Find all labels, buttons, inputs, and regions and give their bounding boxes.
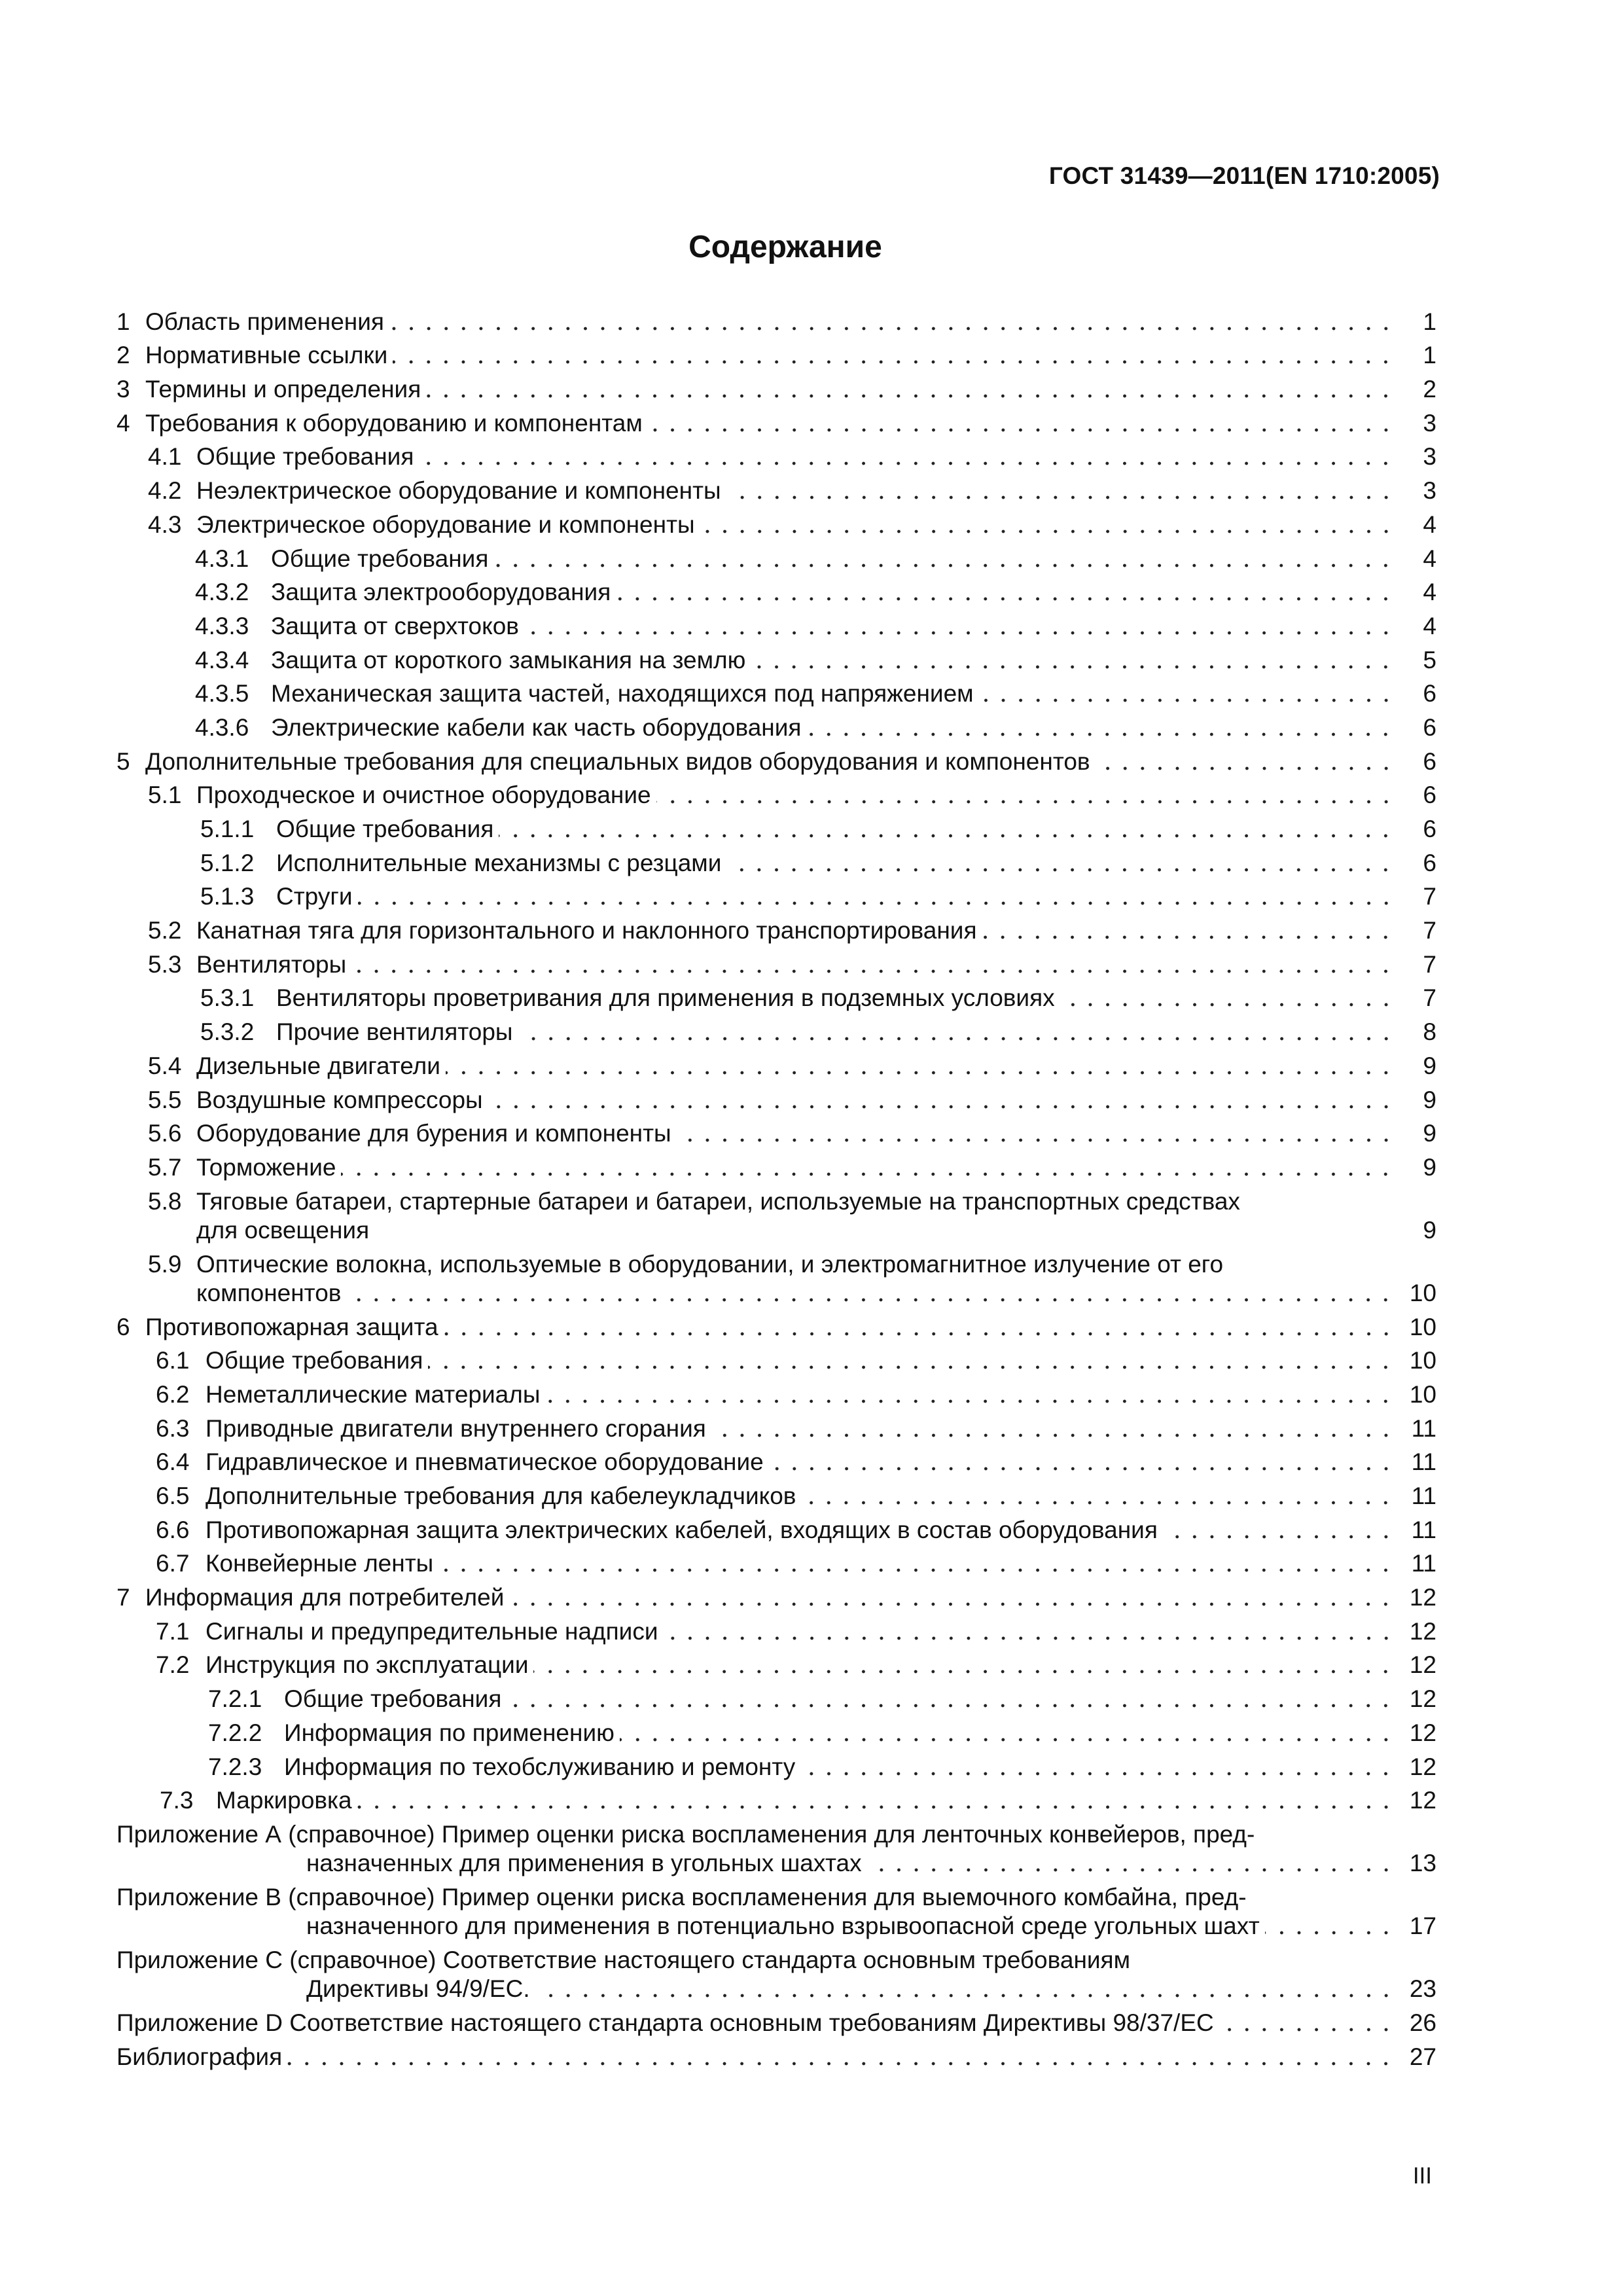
- toc-page: 27: [1409, 2043, 1436, 2070]
- toc-page: 7: [1423, 883, 1436, 910]
- toc-entry[interactable]: [116, 1443, 1436, 1477]
- toc-number: 2: [116, 342, 130, 369]
- toc-page: 4: [1423, 579, 1436, 606]
- toc-number: 6.1: [156, 1347, 190, 1374]
- toc-title: Приложение D Соответствие настоящего стандарта основным требованиям Директивы 98/37/ЕС: [116, 2009, 1214, 2036]
- toc-entry[interactable]: [116, 708, 1436, 742]
- toc-page: 3: [1423, 409, 1436, 437]
- leader-dots: [351, 969, 1395, 974]
- toc-entry[interactable]: [116, 404, 1436, 438]
- toc-page: 6: [1423, 781, 1436, 809]
- toc-page: 12: [1409, 1584, 1436, 1611]
- leader-dots: [533, 1669, 1395, 1674]
- toc-page: 9: [1423, 1052, 1436, 1079]
- toc-page: 7: [1423, 917, 1436, 944]
- toc-title: Защита электрооборудования: [271, 579, 611, 606]
- document-code: ГОСТ 31439—2011(EN 1710:2005): [1048, 162, 1440, 189]
- toc-page: 12: [1409, 1753, 1436, 1780]
- toc-page: 7: [1423, 950, 1436, 978]
- leader-dots: [518, 1036, 1395, 1041]
- leader-dots: [616, 596, 1395, 601]
- toc-entry[interactable]: [116, 505, 1436, 539]
- leader-dots: [444, 1331, 1395, 1336]
- toc-entry[interactable]: [116, 2003, 1436, 2037]
- toc-entry[interactable]: [116, 573, 1436, 607]
- toc-entry[interactable]: [116, 1646, 1436, 1680]
- toc-number: 7.1: [156, 1617, 190, 1645]
- toc-entry[interactable]: [116, 1815, 1436, 1878]
- toc-title: Электрическое оборудование и компоненты: [196, 511, 695, 538]
- toc-title: Общие требования: [196, 443, 414, 471]
- leader-dots: [438, 1568, 1395, 1573]
- toc-number: 4.3: [148, 511, 182, 538]
- toc-entry[interactable]: [116, 302, 1436, 336]
- toc-title: Исполнительные механизмы с резцами: [276, 849, 722, 876]
- toc-title: Воздушные компрессоры: [196, 1086, 483, 1113]
- toc-page: 10: [1409, 1313, 1436, 1340]
- toc-title: Противопожарная защита электрических кабелей, входящих в состав оборудования: [205, 1516, 1158, 1543]
- toc-title: Общие требования: [205, 1347, 423, 1374]
- toc-page: 4: [1423, 545, 1436, 572]
- toc-page: 6: [1423, 816, 1436, 842]
- toc-entry[interactable]: [116, 1148, 1436, 1182]
- toc-page: 12: [1409, 1787, 1436, 1814]
- toc-page: 12: [1409, 1617, 1436, 1645]
- toc-title: Библиография: [116, 2043, 283, 2070]
- toc-page: 10: [1409, 1380, 1436, 1408]
- toc-number: 6.6: [156, 1516, 190, 1543]
- leader-dots: [1096, 766, 1395, 771]
- toc-page: 11: [1411, 1448, 1436, 1476]
- toc-entry[interactable]: [116, 945, 1436, 979]
- toc-title: Требования к оборудованию и компонентам: [145, 409, 643, 437]
- toc-entry[interactable]: [116, 1679, 1436, 1713]
- toc-number: 5.7: [148, 1153, 182, 1181]
- toc-entry[interactable]: [116, 471, 1436, 505]
- toc-title: Приводные двигатели внутреннего сгорания: [205, 1414, 706, 1442]
- leader-dots: [648, 427, 1395, 433]
- toc-entry[interactable]: [116, 641, 1436, 675]
- toc-title: Канатная тяга для горизонтального и наклонного транспортирования: [196, 917, 977, 944]
- toc-title: Приложение В (справочное) Пример оценки риска воспламенения для выемочного комбайна, пред-: [116, 1884, 1247, 1911]
- toc-page: 7: [1423, 984, 1436, 1012]
- toc-number: 6.7: [156, 1550, 190, 1577]
- leader-dots: [287, 2061, 1395, 2066]
- toc-entry[interactable]: [116, 1578, 1436, 1612]
- leader-dots: [358, 901, 1395, 906]
- toc-entry[interactable]: [116, 844, 1436, 878]
- toc-number: 5.4: [148, 1052, 182, 1079]
- toc-title: Инструкция по эксплуатации: [205, 1651, 529, 1679]
- toc-page: 3: [1423, 443, 1436, 471]
- toc-number: 5.8: [148, 1187, 182, 1215]
- leader-dots: [700, 529, 1395, 534]
- toc-number: 5.1: [148, 781, 182, 809]
- toc-page: 6: [1423, 680, 1436, 708]
- leader-dots: [711, 1433, 1395, 1438]
- toc-entry[interactable]: [116, 1245, 1436, 1308]
- toc-number: 4.3.2: [195, 579, 249, 606]
- table-of-contents: [116, 302, 1436, 2072]
- toc-number: 4.3.1: [195, 545, 249, 572]
- toc-entry[interactable]: [116, 1081, 1436, 1115]
- toc-title: Приложение С (справочное) Соответствие настоящего стандарта основным требованиям: [116, 1946, 1131, 1974]
- toc-title: Вентиляторы: [196, 950, 347, 978]
- leader-dots: [428, 1365, 1395, 1370]
- toc-title: Неметаллические материалы: [205, 1380, 541, 1408]
- toc-entry[interactable]: [116, 911, 1436, 945]
- toc-entry[interactable]: [116, 1878, 1436, 1941]
- toc-title: Неэлектрическое оборудование и компоненты: [196, 477, 721, 505]
- toc-page: 9: [1423, 1120, 1436, 1147]
- toc-page: 12: [1409, 1685, 1436, 1713]
- toc-title: Проходческое и очистное оборудование: [196, 781, 651, 809]
- toc-title: Вентиляторы проветривания для применения в подземных условиях: [276, 984, 1055, 1012]
- toc-title: Прочие вентиляторы: [276, 1018, 513, 1046]
- leader-dots: [499, 833, 1395, 838]
- toc-page: 23: [1409, 1975, 1436, 2003]
- toc-entry[interactable]: [116, 1612, 1436, 1646]
- toc-title: Электрические кабели как часть оборудования: [271, 713, 802, 741]
- leader-dots: [867, 1867, 1395, 1873]
- leader-dots: [389, 326, 1395, 331]
- toc-page: 1: [1423, 308, 1436, 335]
- leader-dots: [426, 393, 1395, 399]
- leader-dots: [346, 1297, 1395, 1302]
- page-number: III: [1412, 2163, 1432, 2189]
- leader-dots: [801, 1500, 1395, 1505]
- leader-dots: [769, 1466, 1395, 1471]
- toc-page: 5: [1423, 646, 1436, 673]
- toc-number: 5.3: [148, 950, 182, 978]
- toc-entry[interactable]: [116, 1308, 1436, 1342]
- toc-title: Дополнительные требования для кабелеукладчиков: [205, 1482, 796, 1509]
- toc-title: Механическая защита частей, находящихся под напряжением: [271, 680, 974, 708]
- toc-page: 26: [1409, 2009, 1436, 2036]
- toc-number: 5.6: [148, 1120, 182, 1147]
- toc-title: Конвейерные ленты: [205, 1550, 434, 1577]
- toc-number: 4.3.4: [195, 646, 249, 673]
- leader-dots: [726, 495, 1395, 500]
- toc-number: 3: [116, 376, 130, 403]
- toc-number: 4.1: [148, 443, 182, 471]
- toc-title: Нормативные ссылки: [145, 342, 388, 369]
- toc-page: 3: [1423, 477, 1436, 505]
- leader-dots: [656, 799, 1395, 804]
- toc-page: 6: [1423, 849, 1436, 876]
- leader-dots: [620, 1737, 1395, 1742]
- toc-entry[interactable]: [116, 438, 1436, 472]
- leader-dots: [535, 1993, 1395, 1998]
- toc-number: 4.3.3: [195, 612, 249, 639]
- toc-title: Маркировка: [216, 1787, 352, 1814]
- leader-dots: [507, 1703, 1395, 1708]
- toc-entry[interactable]: [116, 1748, 1436, 1782]
- leader-dots: [979, 698, 1395, 703]
- leader-dots: [664, 1636, 1395, 1641]
- toc-number: 5.3.1: [200, 984, 255, 1012]
- toc-entry[interactable]: [116, 1182, 1436, 1245]
- toc-page: 17: [1409, 1912, 1436, 1940]
- toc-page: 11: [1411, 1516, 1436, 1543]
- toc-number: 7.2.1: [208, 1685, 262, 1713]
- toc-number: 7.3: [160, 1787, 194, 1814]
- toc-entry[interactable]: [116, 1477, 1436, 1511]
- toc-entry[interactable]: [116, 607, 1436, 641]
- toc-entry[interactable]: [116, 810, 1436, 844]
- leader-dots: [982, 935, 1395, 940]
- toc-number: 5.2: [148, 917, 182, 944]
- leader-dots: [545, 1399, 1395, 1404]
- leader-dots: [419, 461, 1395, 466]
- toc-title-continuation: Директивы 94/9/ЕС.: [306, 1975, 530, 2003]
- leader-dots: [1060, 1002, 1395, 1007]
- toc-title: Информация по техобслуживанию и ремонту: [284, 1753, 796, 1780]
- toc-entry[interactable]: [116, 2037, 1436, 2072]
- toc-entry[interactable]: [116, 1115, 1436, 1149]
- toc-title: Тяговые батареи, стартерные батареи и батареи, используемые на транспортных средствах: [196, 1187, 1240, 1215]
- toc-title: Информация для потребителей: [145, 1584, 505, 1611]
- toc-page: 4: [1423, 511, 1436, 538]
- toc-number: 4.2: [148, 477, 182, 505]
- toc-page: 9: [1423, 1086, 1436, 1113]
- toc-number: 5.1.1: [200, 816, 255, 842]
- leader-dots: [446, 1070, 1395, 1075]
- toc-number: 6.3: [156, 1414, 190, 1442]
- toc-number: 1: [116, 308, 130, 335]
- toc-number: 5.9: [148, 1250, 182, 1278]
- toc-title: Гидравлическое и пневматическое оборудование: [205, 1448, 764, 1476]
- toc-number: 4: [116, 409, 130, 437]
- leader-dots: [726, 867, 1395, 872]
- toc-number: 4.3.5: [195, 680, 249, 708]
- toc-title-continuation: компонентов: [196, 1279, 342, 1306]
- leader-dots: [806, 732, 1395, 737]
- toc-page: 1: [1423, 342, 1436, 369]
- toc-entry[interactable]: [116, 878, 1436, 912]
- toc-page: 12: [1409, 1651, 1436, 1679]
- toc-title: Приложение А (справочное) Пример оценки риска воспламенения для ленточных конвейеров, пред-: [116, 1821, 1255, 1848]
- toc-title: Защита от короткого замыкания на землю: [271, 646, 746, 673]
- toc-entry[interactable]: [116, 1545, 1436, 1579]
- toc-page: 4: [1423, 612, 1436, 639]
- toc-number: 6.5: [156, 1482, 190, 1509]
- toc-page: 11: [1411, 1482, 1436, 1509]
- toc-entry[interactable]: [116, 742, 1436, 776]
- toc-title: Дизельные двигатели: [196, 1052, 440, 1079]
- leader-dots: [493, 563, 1395, 568]
- toc-entry[interactable]: [116, 1047, 1436, 1081]
- toc-title: Область применения: [145, 308, 384, 335]
- toc-entry[interactable]: [116, 1013, 1436, 1047]
- page-title: Содержание: [688, 230, 882, 264]
- toc-title: Общие требования: [271, 545, 489, 572]
- toc-number: 7.2.2: [208, 1719, 262, 1746]
- toc-page: 6: [1423, 747, 1436, 775]
- toc-title: Струги: [276, 883, 353, 910]
- toc-title: Информация по применению: [284, 1719, 615, 1746]
- toc-title: Оборудование для бурения и компоненты: [196, 1120, 671, 1147]
- toc-entry[interactable]: [116, 979, 1436, 1013]
- toc-entry[interactable]: [116, 539, 1436, 573]
- toc-entry[interactable]: [116, 1941, 1436, 2003]
- leader-dots: [488, 1104, 1395, 1109]
- toc-number: 4.3.6: [195, 713, 249, 741]
- toc-title: Оптические волокна, используемые в оборудовании, и электромагнитное излучение от его: [196, 1250, 1224, 1278]
- leader-dots: [509, 1602, 1395, 1607]
- toc-page: 2: [1423, 376, 1436, 403]
- toc-page: 10: [1409, 1347, 1436, 1374]
- toc-title: Сигналы и предупредительные надписи: [205, 1617, 658, 1645]
- toc-number: 6.4: [156, 1448, 190, 1476]
- toc-entry[interactable]: [116, 370, 1436, 404]
- toc-title: Дополнительные требования для специальных видов оборудования и компонентов: [145, 747, 1090, 775]
- toc-entry[interactable]: [116, 1375, 1436, 1409]
- toc-title: Термины и определения: [145, 376, 421, 403]
- toc-number: 5.3.2: [200, 1018, 255, 1046]
- toc-number: 7: [116, 1584, 130, 1611]
- toc-number: 5.1.2: [200, 849, 255, 876]
- toc-page: 9: [1423, 1153, 1436, 1181]
- leader-dots: [751, 664, 1395, 670]
- toc-number: 5.5: [148, 1086, 182, 1113]
- toc-page: 9: [1423, 1216, 1436, 1244]
- toc-entry[interactable]: [116, 1511, 1436, 1545]
- toc-title-continuation: назначенных для применения в угольных шахтах: [306, 1850, 862, 1877]
- toc-number: 7.2.3: [208, 1753, 262, 1780]
- toc-entry[interactable]: [116, 1782, 1436, 1816]
- toc-title: Общие требования: [284, 1685, 502, 1713]
- leader-dots: [1219, 2027, 1395, 2032]
- toc-title-continuation: для освещения: [196, 1216, 370, 1244]
- toc-entry[interactable]: [116, 336, 1436, 370]
- leader-dots: [677, 1138, 1395, 1143]
- toc-page: 12: [1409, 1719, 1436, 1746]
- toc-page: 6: [1423, 713, 1436, 741]
- toc-page: 11: [1411, 1414, 1436, 1442]
- toc-number: 6: [116, 1313, 130, 1340]
- leader-dots: [393, 359, 1395, 365]
- toc-entry[interactable]: [116, 1713, 1436, 1748]
- toc-number: 7.2: [156, 1651, 190, 1679]
- leader-dots: [357, 1804, 1395, 1810]
- toc-page: 8: [1423, 1018, 1436, 1046]
- toc-entry[interactable]: [116, 1342, 1436, 1376]
- toc-title: Защита от сверхтоков: [271, 612, 519, 639]
- leader-dots: [524, 630, 1395, 636]
- toc-number: 5: [116, 747, 130, 775]
- toc-entry[interactable]: [116, 1409, 1436, 1443]
- toc-page: 10: [1409, 1279, 1436, 1306]
- leader-dots: [800, 1771, 1395, 1776]
- leader-dots: [1163, 1534, 1395, 1539]
- toc-title: Противопожарная защита: [145, 1313, 438, 1340]
- leader-dots: [341, 1172, 1395, 1177]
- toc-title: Общие требования: [276, 816, 494, 842]
- toc-page: 13: [1409, 1850, 1436, 1877]
- toc-number: 5.1.3: [200, 883, 255, 910]
- leader-dots: [1265, 1930, 1395, 1935]
- toc-entry[interactable]: [116, 776, 1436, 810]
- toc-number: 6.2: [156, 1380, 190, 1408]
- toc-page: 11: [1411, 1550, 1436, 1577]
- toc-entry[interactable]: [116, 675, 1436, 709]
- toc-title: Торможение: [196, 1153, 336, 1181]
- toc-title-continuation: назначенного для применения в потенциально взрывоопасной среде угольных шахт: [306, 1912, 1260, 1940]
